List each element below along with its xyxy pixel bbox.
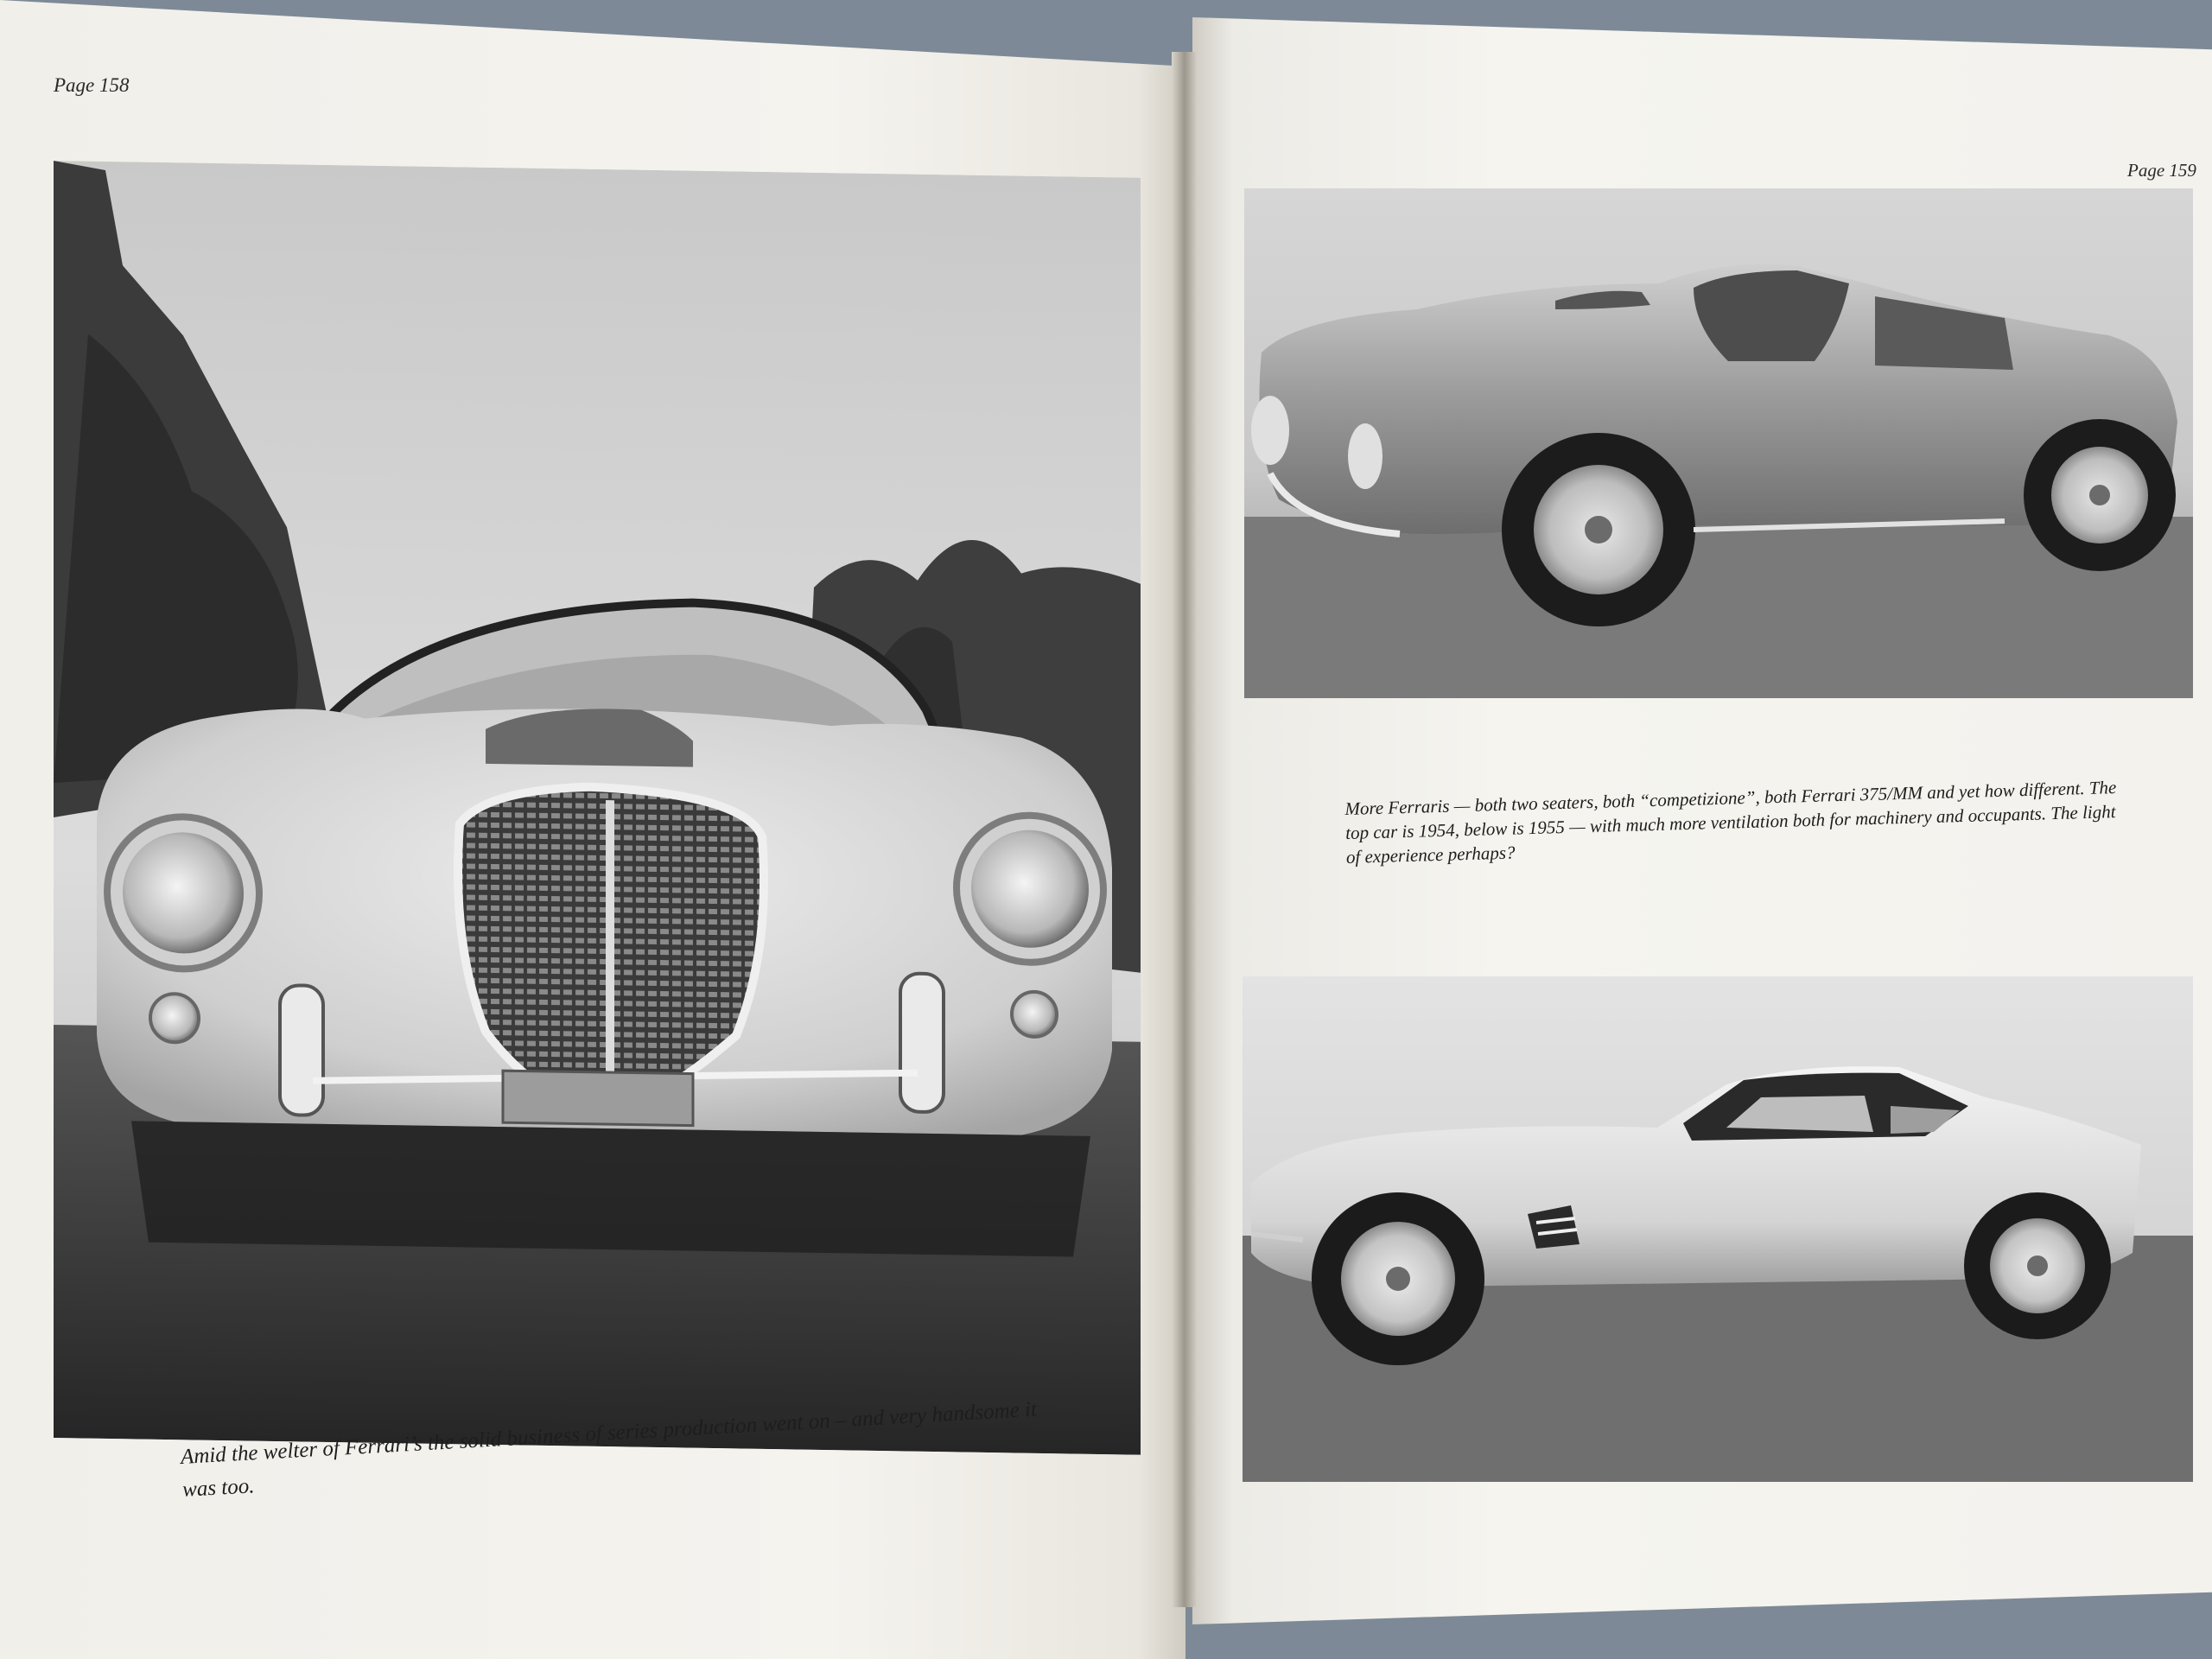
page-number-right: Page 159 [2127,160,2196,181]
book-gutter [1172,52,1198,1607]
page-number-left: Page 158 [54,74,130,96]
photo-ferrari-1955 [1243,976,2193,1482]
photo-ferrari-1954 [1244,188,2193,698]
photo-front-roadster [54,161,1141,1455]
caption-series-production: Amid the welter of Ferrari’s the solid business of series production went on – and very handsome it was too. [180,1397,1038,1502]
caption-ferrari-comparison: More Ferraris — both two seaters, both “competizione”, both Ferrari 375/MM and yet how different. The top car is 1954, below is 1955 — with much more ventilation both for machinery and occupants. The light of experience perhaps? [1344,777,2117,868]
